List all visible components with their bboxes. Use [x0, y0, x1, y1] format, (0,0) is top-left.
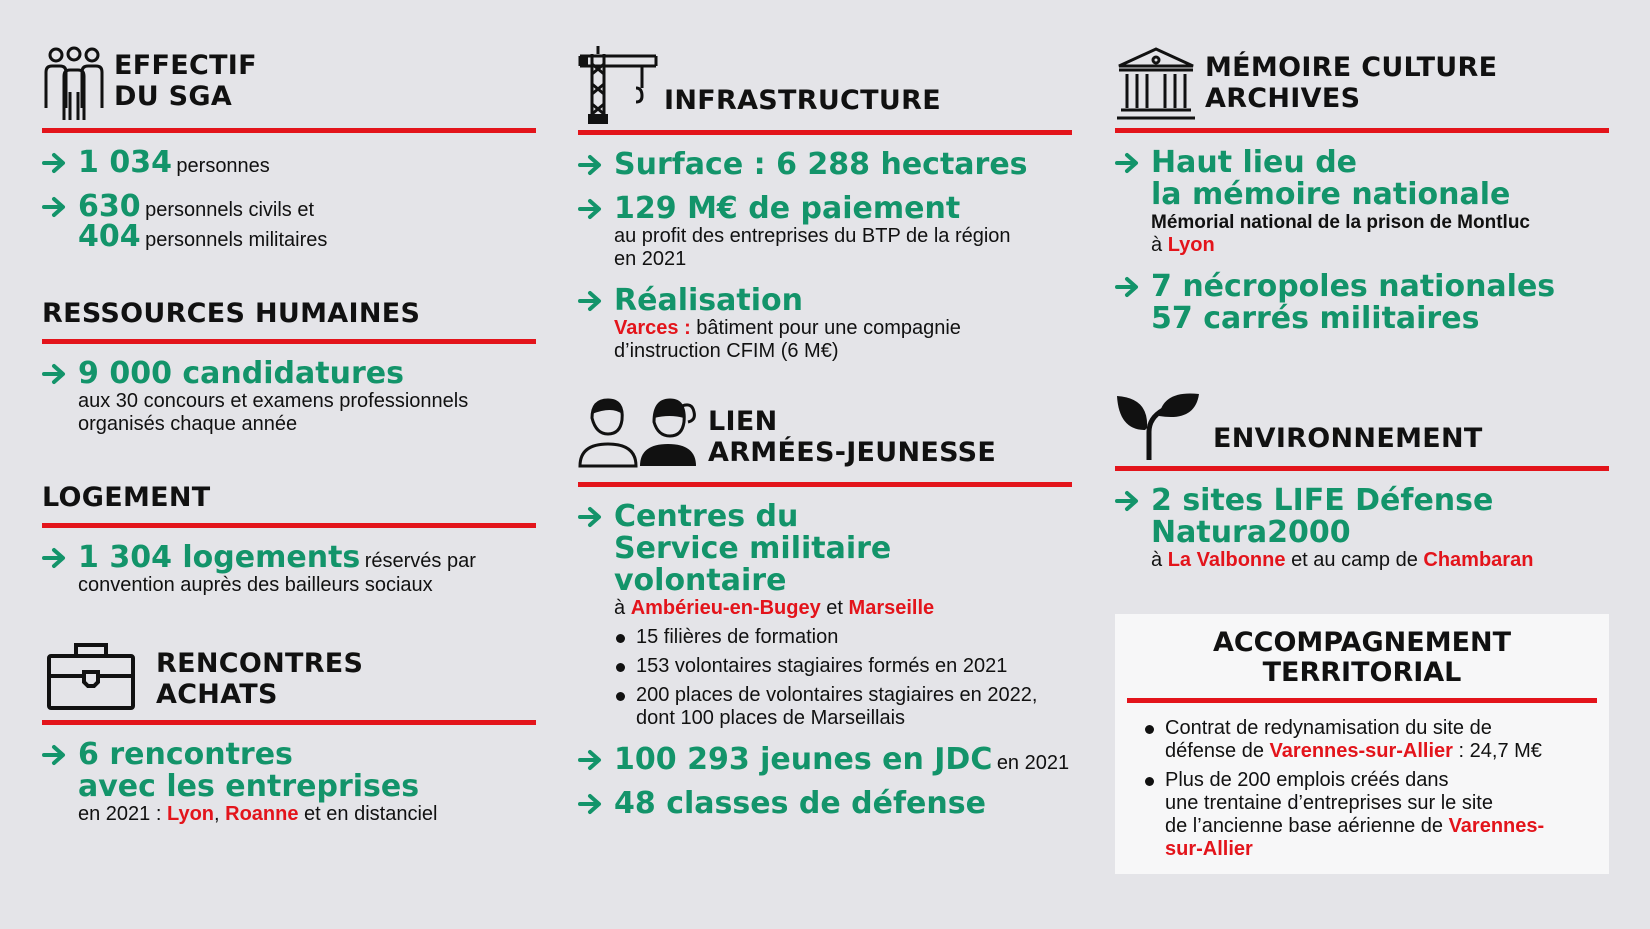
plant-icon: [1115, 386, 1201, 462]
stat-value: 7 nécropoles nationales: [1151, 269, 1556, 304]
people-group-icon: [42, 46, 106, 122]
city-label: Ambérieu-en-Bugey: [630, 597, 821, 619]
section-divider: [42, 128, 536, 133]
box-title: ACCOMPAGNEMENT: [1212, 627, 1512, 658]
bullet-line: Plus de 200 emplois créés dans: [1165, 769, 1449, 791]
arrow-right-icon: [578, 749, 604, 771]
stat-label: et au camp de: [1291, 549, 1418, 571]
bullet-item: [614, 684, 1072, 730]
city-label: Lyon: [1167, 234, 1215, 256]
stat-value: Haut lieu de: [1151, 145, 1358, 180]
arrow-right-icon: [42, 196, 68, 218]
stat-label: à: [1151, 234, 1163, 256]
list-item: [578, 285, 1072, 363]
stat-value: 129 M€ de paiement: [614, 191, 961, 226]
stat-label: réservés par: [364, 550, 476, 572]
city-label: Varennes-: [1448, 815, 1545, 837]
list-item: [578, 501, 1072, 730]
box-title: TERRITORIAL: [1262, 657, 1462, 688]
section-title: RENCONTRES: [156, 648, 364, 679]
section-infrastructure: [578, 40, 1072, 363]
bullet-item: 153 volontaires stagiaires formés en 2021: [614, 655, 1072, 678]
stat-value: 1 304 logements: [78, 540, 361, 575]
section-divider: [42, 339, 536, 344]
section-header: [578, 40, 1072, 130]
stat-value: 9 000 candidatures: [78, 356, 404, 391]
section-header: [42, 40, 536, 128]
stat-value: Réalisation: [614, 283, 803, 318]
youth-icon: [578, 396, 696, 468]
section-header: [42, 636, 536, 720]
city-label: Marseille: [848, 597, 935, 619]
city-label: Roanne: [225, 803, 299, 825]
section-title: LIEN: [708, 406, 778, 437]
stat-value: 6 rencontres: [78, 737, 293, 772]
bullet-item: 15 filières de formation: [614, 626, 1072, 649]
section-title: ARMÉES-JEUNESSE: [708, 437, 997, 468]
arrow-right-icon: [578, 506, 604, 528]
stat-value: la mémoire nationale: [1151, 177, 1511, 212]
section-divider: [578, 130, 1072, 135]
bullet-line: défense de: [1165, 740, 1264, 762]
bullet-line: de l’ancienne base aérienne de: [1165, 815, 1443, 837]
bullet-line: Contrat de redynamisation du site de: [1165, 717, 1492, 739]
section-memoire: [1115, 40, 1609, 335]
stat-label: et en distanciel: [304, 803, 438, 825]
stat-label: bâtiment pour une compagnie: [696, 317, 961, 339]
stat-label: à: [1151, 549, 1163, 571]
section-divider: [1115, 466, 1609, 471]
arrow-right-icon: [578, 290, 604, 312]
stat-label: à: [614, 597, 626, 619]
stat-value: 57 carrés militaires: [1151, 301, 1480, 336]
briefcase-icon: [46, 640, 136, 712]
list-item: [42, 147, 536, 179]
arrow-right-icon: [578, 198, 604, 220]
stat-value: 404: [78, 219, 141, 254]
section-title: LOGEMENT: [42, 482, 211, 513]
stat-label: personnels civils et: [145, 199, 315, 221]
section-lien-armees-jeunesse: [578, 398, 1072, 820]
stat-label: convention auprès des bailleurs sociaux: [78, 574, 433, 596]
stat-label: au profit des entreprises du BTP de la région: [614, 225, 1011, 247]
stat-value: Service militaire volontaire: [614, 531, 892, 598]
arrow-right-icon: [1115, 276, 1141, 298]
section-title: RESSOURCES HUMAINES: [42, 298, 421, 329]
city-label: Lyon: [166, 803, 215, 825]
accompagnement-box: [1115, 614, 1609, 874]
section-rencontres: [42, 636, 536, 826]
stat-value: 1 034: [78, 145, 172, 180]
list-item: [42, 739, 536, 826]
section-divider: [42, 523, 536, 528]
arrow-right-icon: [42, 363, 68, 385]
list-item: [578, 193, 1072, 271]
separator: ,: [214, 803, 220, 825]
stat-label: Mémorial national de la prison de Montluc: [1151, 212, 1530, 233]
section-divider: [578, 482, 1072, 487]
arrow-right-icon: [42, 744, 68, 766]
section-ressources-humaines: [42, 298, 536, 436]
stat-value: 2 sites LIFE Défense: [1151, 483, 1494, 518]
list-item: [42, 542, 536, 597]
arrow-right-icon: [578, 793, 604, 815]
city-label: sur-Allier: [1165, 838, 1253, 860]
list-item: [42, 191, 536, 253]
section-title: ARCHIVES: [1205, 83, 1361, 114]
list-item: [1115, 485, 1609, 572]
section-header: [1115, 380, 1609, 466]
city-label: La Valbonne: [1167, 549, 1286, 571]
arrow-right-icon: [578, 154, 604, 176]
city-label: Varces :: [614, 317, 691, 339]
stat-value: Centres du: [614, 499, 799, 534]
section-title: EFFECTIF: [114, 50, 257, 81]
list-item: [1115, 271, 1609, 335]
list-item: [578, 149, 1072, 181]
stat-label: en 2021: [614, 248, 687, 270]
stat-value: 48 classes de défense: [614, 786, 986, 821]
stat-label: personnels militaires: [145, 229, 328, 251]
stat-label: organisés chaque année: [78, 413, 298, 435]
stat-value: 630: [78, 189, 141, 224]
bullet-line: : 24,7 M€: [1458, 740, 1542, 762]
crane-icon: [578, 44, 658, 124]
section-title: ENVIRONNEMENT: [1213, 423, 1483, 454]
bullet-item: [1143, 717, 1589, 763]
stat-value: avec les entreprises: [78, 769, 420, 804]
section-header: [578, 398, 1072, 476]
city-label: Varennes-sur-Allier: [1269, 740, 1453, 762]
section-environnement: [1115, 380, 1609, 572]
bullet-item: [1143, 769, 1589, 861]
section-logement: [42, 482, 536, 597]
arrow-right-icon: [1115, 152, 1141, 174]
stat-label: aux 30 concours et examens professionnels: [78, 390, 469, 412]
stat-value: Natura2000: [1151, 515, 1351, 550]
stat-label: et: [826, 597, 843, 619]
city-label: Chambaran: [1423, 549, 1534, 571]
arrow-right-icon: [1115, 490, 1141, 512]
stat-label: d’instruction CFIM (6 M€): [614, 340, 839, 362]
section-divider: [1115, 128, 1609, 133]
arrow-right-icon: [42, 152, 68, 174]
museum-icon: [1115, 46, 1197, 122]
section-header: [1115, 40, 1609, 128]
section-title: INFRASTRUCTURE: [664, 85, 941, 116]
bullet-line: dont 100 places de Marseillais: [636, 707, 906, 729]
section-title: MÉMOIRE CULTURE: [1205, 52, 1498, 83]
arrow-right-icon: [42, 547, 68, 569]
section-effectif: [42, 40, 536, 253]
section-title: ACHATS: [156, 679, 278, 710]
section-divider: [42, 720, 536, 725]
stat-label: en 2021 :: [78, 803, 162, 825]
list-item: [1115, 147, 1609, 257]
list-item: [578, 788, 1072, 820]
section-title: DU SGA: [114, 81, 233, 112]
list-item: [578, 744, 1072, 776]
stat-value: Surface : 6 288 hectares: [614, 147, 1028, 182]
stat-label: personnes: [176, 155, 270, 177]
bullet-line: une trentaine d’entreprises sur le site: [1165, 792, 1493, 814]
stat-label: en 2021: [996, 752, 1070, 774]
stat-value: 100 293 jeunes en JDC: [614, 742, 993, 777]
list-item: [42, 358, 536, 436]
bullet-line: 200 places de volontaires stagiaires en 2022,: [636, 684, 1038, 706]
